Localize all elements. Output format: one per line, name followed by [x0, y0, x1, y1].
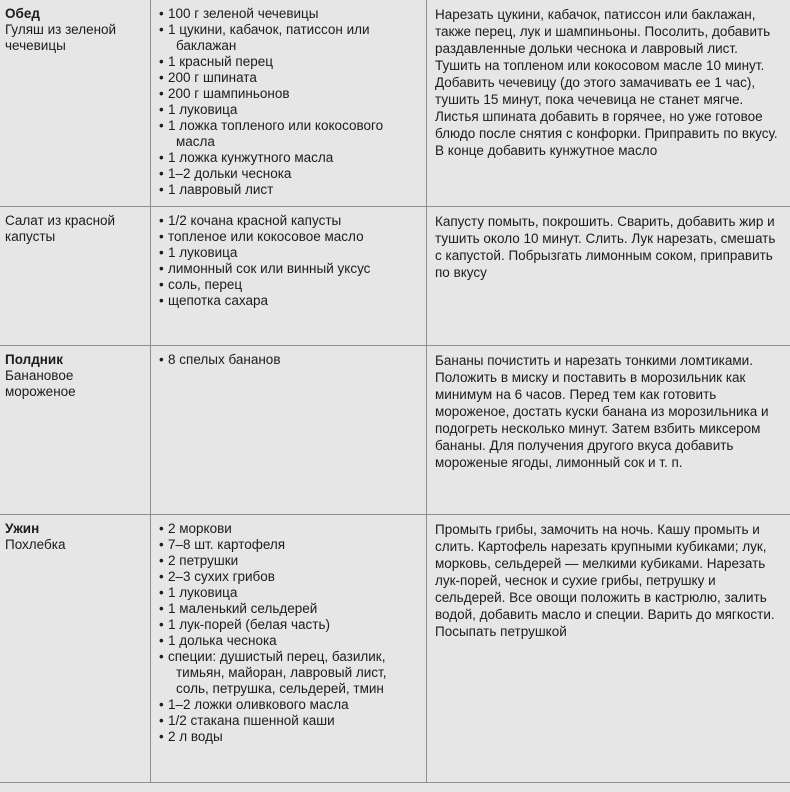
- meal-cell: [0, 207, 150, 345]
- ingredient-item: • 1/2 стакана пшенной каши: [159, 713, 418, 729]
- table-row: [0, 346, 790, 515]
- ingredient-item: • 7–8 шт. картофеля: [159, 537, 418, 553]
- ingredient-item: • соль, перец: [159, 277, 418, 293]
- meal-cell: [0, 346, 150, 514]
- ingredient-item: • 1 луковица: [159, 585, 418, 601]
- ingredient-item: • щепотка сахара: [159, 293, 418, 309]
- instructions-text: Бананы почистить и нарезать тонкими ломтиками. Положить в миску и поставить в морозильник как минимум на 6 часов. Перед тем как готовить мороженое, достать куски банана из морозильника и подогреть несколько минут. Затем взбить миксером бананы. Для получения другого вкуса добавить мороженые ягоды, лимонный сок и т. п.: [435, 353, 769, 470]
- ingredient-item: • 1 луковица: [159, 102, 418, 118]
- ingredient-item: • 1–2 дольки чеснока: [159, 166, 418, 182]
- instructions-text: Капусту помыть, покрошить. Сварить, добавить жир и тушить около 10 минут. Слить. Лук нарезать, смешать с капустой. Побрызгать лимонным соком, приправить по вкусу: [435, 214, 776, 280]
- instructions-cell: [426, 515, 790, 782]
- ingredients-list: [159, 521, 418, 745]
- ingredient-item: • 1 лавровый лист: [159, 182, 418, 198]
- ingredients-cell: [150, 0, 426, 206]
- ingredient-item: • 1 лук-порей (белая часть): [159, 617, 418, 633]
- ingredient-item: • 1 ложка топленого или кокосового масла: [159, 118, 418, 150]
- ingredient-item: • 200 г шпината: [159, 70, 418, 86]
- ingredient-item: • 1–2 ложки оливкового масла: [159, 697, 418, 713]
- ingredients-cell: [150, 515, 426, 782]
- ingredient-item: • 2–3 сухих грибов: [159, 569, 418, 585]
- ingredient-item: • топленое или кокосовое масло: [159, 229, 418, 245]
- ingredient-item: • лимонный сок или винный уксус: [159, 261, 418, 277]
- instructions-text: Нарезать цукини, кабачок, патиссон или баклажан, также перец, лук и шампиньоны. Посолить, добавить раздавленные дольки чеснока и лавровый лист. Тушить на топленом или кокосовом масле 10 минут. Добавить чечевицу (до этого замачивать ее 1 час), тушить 15 минут, пока чечевица не станет мягче. Листья шпината добавить в горячее, но уже готовое блюдо после снятия с конфорки. Приправить по вкусу. В конце добавить кунжутное масло: [435, 7, 778, 158]
- ingredient-item: • 100 г зеленой чечевицы: [159, 6, 418, 22]
- ingredient-item: • специи: душистый перец, базилик, тимьян, майоран, лавровый лист, соль, петрушка, сельдерей, тмин: [159, 649, 418, 697]
- instructions-text: Промыть грибы, замочить на ночь. Кашу промыть и слить. Картофель нарезать крупными кубиками; лук, морковь, сельдерей — мелкими кубиками. Нарезать лук-порей, чеснок и сухие грибы, петрушку и сельдерей. Все овощи положить в кастрюлю, залить водой, добавить масло и специи. Варить до мягкости. Посыпать петрушкой: [435, 522, 775, 639]
- ingredient-item: • 1/2 кочана красной капусты: [159, 213, 418, 229]
- ingredient-item: • 8 спелых бананов: [159, 352, 418, 368]
- meal-name: Полдник: [5, 352, 63, 367]
- meal-cell: [0, 0, 150, 206]
- ingredient-item: • 1 маленький сельдерей: [159, 601, 418, 617]
- dish-name: Салат из красной капусты: [5, 213, 116, 244]
- ingredients-list: [159, 213, 418, 309]
- ingredient-item: • 1 долька чеснока: [159, 633, 418, 649]
- table-row: [0, 207, 790, 346]
- ingredient-item: • 1 ложка кунжутного масла: [159, 150, 418, 166]
- dish-name: Похлебка: [5, 537, 66, 552]
- meal-cell: [0, 515, 150, 782]
- dish-name: Гуляш из зеленой чечевицы: [5, 22, 117, 53]
- ingredient-item: • 1 луковица: [159, 245, 418, 261]
- ingredient-item: • 1 красный перец: [159, 54, 418, 70]
- meal-name: Ужин: [5, 521, 40, 536]
- ingredients-cell: [150, 346, 426, 514]
- ingredient-item: • 1 цукини, кабачок, патиссон или баклажан: [159, 22, 418, 54]
- ingredient-item: • 200 г шампиньонов: [159, 86, 418, 102]
- ingredient-item: • 2 петрушки: [159, 553, 418, 569]
- table-row: [0, 0, 790, 207]
- instructions-cell: [426, 346, 790, 514]
- ingredient-item: • 2 л воды: [159, 729, 418, 745]
- instructions-cell: [426, 207, 790, 345]
- ingredient-item: • 2 моркови: [159, 521, 418, 537]
- ingredients-list: [159, 6, 418, 198]
- instructions-cell: [426, 0, 790, 206]
- ingredients-cell: [150, 207, 426, 345]
- table-row: [0, 515, 790, 783]
- ingredients-list: [159, 352, 418, 368]
- dish-name: Банановое мороженое: [5, 368, 76, 399]
- meal-name: Обед: [5, 6, 40, 21]
